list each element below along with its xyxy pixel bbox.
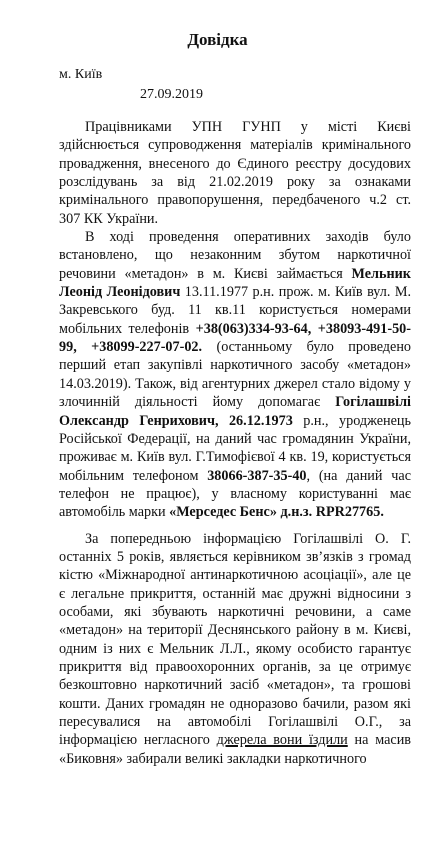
document-date: 27.09.2019 — [140, 87, 203, 102]
paragraph-1: Працівниками УПН ГУНП у місті Києві здійснюється супроводження матеріалів кримінального провадження, внесеного до Єдиного реєстру досудових розслідувань за від 21.02.2019 року за ознаками кримінального правопорушення, передбаченого ч.2 ст. 307 КК України. — [59, 119, 411, 227]
paragraph-3-text-1: За попередньою інформацією Гогілашвілі О. Г. останніх 5 років, являється керівником зв’язків з громад кістю «Міжнародної антинаркотичною асоціації», але це є легальне прикриття, останній має дружні відносини з особами, які збувають наркотичні речовини, а саме «метадон» на території Деснянського району в м. Києві, одним із них є Мельник Л.Л., якому особисто гарантує прикриття від правоохоронних органів, за це отримує безкоштовно наркотичний засіб «метадон», та грошові кошти. Даних громадян не одноразово бачили, разом які пересувалися на автомобілі Гогілашвілі О.Г., за інформацією негласного — [59, 530, 411, 749]
suspect-name-1: Мельник Леонід Леонідович — [59, 265, 411, 301]
paragraph-2-text-1: В ході проведення оперативних заходів було встановлено, що незаконним збутом наркотичної речовини «метадон» в м. Києві займається — [59, 229, 411, 282]
paragraph-2 — [59, 228, 411, 522]
document-title: Довідка — [187, 30, 248, 49]
paragraph-2-text-3: (останньому було проведено перший етап закупівлі наркотичного засобу «метадон» 14.03.2019). Також, від агентурних джерел стало відому у злочинній діяльності йому допомагає — [59, 339, 412, 411]
paragraph-2-text-2: 13.11.1977 р.н. прож. м. Київ вул. М. Закревського буд. 11 кв.11 користується номерами мобільних телефонів — [59, 284, 411, 337]
paragraph-3-text-2: на масив «Биковня» забирали великі закладки наркотичного — [59, 732, 411, 767]
suspect-name-2: Гогілашвілі Олександр Генрихович, 26.12.1973 — [59, 394, 411, 429]
paragraph-2-text-5: , (на даний час телефон не працює), у власному користуванні має автомобіль марки — [59, 467, 411, 521]
document-body — [59, 118, 411, 768]
phone-numbers-1: +38(063)334-93-64, +38093-491-50-99, +38099-227-07-02. — [59, 320, 411, 356]
phone-number-2: 38066-387-35-40 — [207, 467, 307, 484]
car-info: «Мерседес Бенс» д.н.з. RPR27765. — [169, 504, 384, 521]
paragraph-3 — [59, 530, 411, 768]
city: м. Київ — [59, 67, 103, 82]
underlined-phrase: джерела вони їздили — [216, 732, 348, 749]
paragraph-2-text-4: р.н., уродженець Російської Федерації, на даний час громадянин України, проживає м. Київ вул. Г.Тимофієвої 4 кв. 19, користується мобільним телефоном — [59, 412, 411, 484]
